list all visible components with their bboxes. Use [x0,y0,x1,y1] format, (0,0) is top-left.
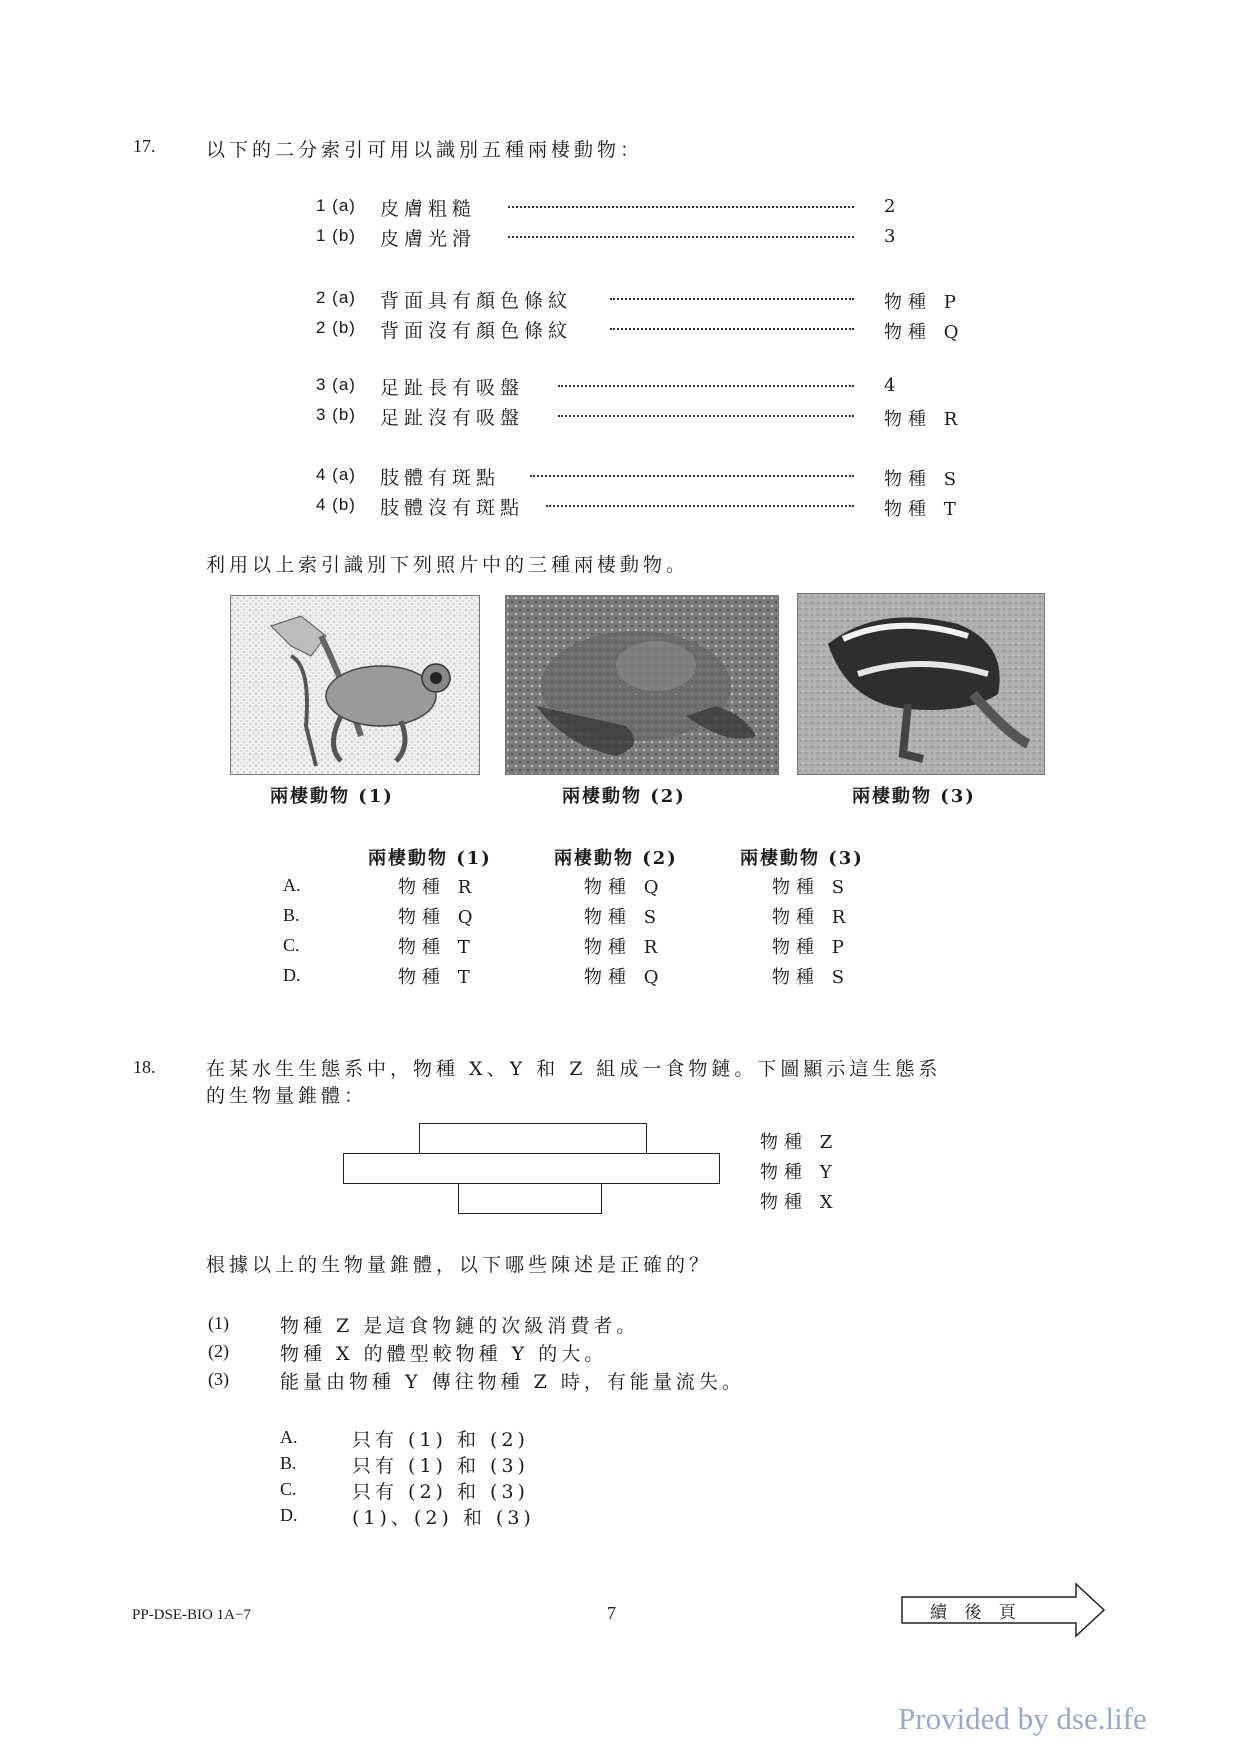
page-number: 7 [607,1603,616,1623]
option-cell: 物種 R [398,877,478,898]
pyramid-bar-z [419,1123,647,1154]
key-result: 物種 R [884,409,964,430]
key-description: 皮膚粗糙 [380,198,477,220]
key-code: 2 (a) [316,288,356,307]
key-description: 肢體有斑點 [380,467,501,489]
leader-line [558,415,854,417]
option-cell: 物種 S [772,967,851,988]
pyramid-label-z: 物種 Z [760,1132,839,1153]
key-result: 物種 P [884,292,962,313]
leader-line [546,505,854,507]
pyramid-bar-y [343,1153,720,1184]
key-code: 2 (b) [316,318,356,337]
key-description: 肢體沒有斑點 [380,497,525,519]
option-cell: 物種 T [398,967,476,988]
q17-instruction: 利用以上索引識別下列照片中的三種兩棲動物。 [206,554,690,576]
q18-number: 18. [133,1057,156,1077]
leader-line [508,206,854,208]
striped-frog-photo-icon [798,594,1044,774]
leader-line [610,328,854,330]
key-description: 背面具有顏色條紋 [380,290,573,312]
q18-stem-line1: 在某水生生態系中，物種 X、Y 和 Z 組成一食物鏈。下圖顯示這生態系 [206,1058,942,1080]
option-label: B. [280,1453,297,1473]
statement-label: (1) [208,1313,229,1333]
option-text: 只有 (2) 和 (3) [352,1481,529,1503]
amphibian-2-photo [505,595,779,775]
frog-photo-icon [231,596,479,774]
option-cell: 物種 Q [584,877,665,898]
option-label: B. [283,905,300,925]
q17-number: 17. [133,136,156,156]
key-code: 4 (b) [316,495,356,514]
table-header: 兩棲動物 (1) [368,848,492,869]
pyramid-label-y: 物種 Y [760,1162,838,1183]
q17-stem: 以下的二分索引可用以識別五種兩棲動物： [206,139,644,161]
key-result: 物種 T [884,499,962,520]
key-code: 1 (b) [316,226,356,245]
option-label: A. [283,875,301,895]
option-cell: 物種 R [772,907,852,928]
photo-caption-3: 兩棲動物 (3) [852,786,976,807]
amphibian-1-photo [230,595,480,775]
key-description: 足趾沒有吸盤 [380,407,525,429]
option-cell: 物種 S [584,907,663,928]
option-text: (1)、(2) 和 (3) [352,1507,535,1529]
continue-arrow [900,1582,1106,1638]
option-cell: 物種 T [398,937,476,958]
statement-label: (2) [208,1341,229,1361]
key-description: 背面沒有顏色條紋 [380,320,573,342]
key-result: 3 [884,226,902,247]
leader-line [508,236,854,238]
option-label: D. [283,965,301,985]
option-cell: 物種 R [584,937,664,958]
option-cell: 物種 S [772,877,851,898]
table-header: 兩棲動物 (3) [740,848,864,869]
q18-stem-line2: 的生物量錐體： [206,1085,368,1107]
statement-text: 物種 X 的體型較物種 Y 的大。 [280,1343,608,1365]
option-label: C. [283,935,300,955]
option-text: 只有 (1) 和 (3) [352,1455,529,1477]
key-result: 物種 S [884,469,963,490]
photo-caption-1: 兩棲動物 (1) [270,786,394,807]
amphibian-3-photo [797,593,1045,775]
option-label: D. [280,1505,298,1525]
photo-caption-2: 兩棲動物 (2) [562,786,686,807]
option-label: A. [280,1427,298,1447]
table-header: 兩棲動物 (2) [554,848,678,869]
option-cell: 物種 Q [398,907,479,928]
toad-photo-icon [506,596,778,774]
statement-label: (3) [208,1369,229,1389]
pyramid-label-x: 物種 X [760,1192,839,1213]
continue-label: 續 後 頁 [930,1603,1022,1623]
key-code: 3 (b) [316,405,356,424]
option-cell: 物種 P [772,937,850,958]
pyramid-bar-x [458,1183,602,1214]
statement-text: 能量由物種 Y 傳往物種 Z 時，有能量流失。 [280,1371,745,1393]
leader-line [530,475,854,477]
key-result: 2 [884,196,902,217]
option-label: C. [280,1479,297,1499]
key-code: 4 (a) [316,465,356,484]
key-result: 物種 Q [884,322,965,343]
key-description: 足趾長有吸盤 [380,377,525,399]
option-text: 只有 (1) 和 (2) [352,1429,529,1451]
watermark: Provided by dse.life [898,1701,1147,1736]
leader-line [558,385,854,387]
key-code: 1 (a) [316,196,356,215]
option-cell: 物種 Q [584,967,665,988]
statement-text: 物種 Z 是這食物鏈的次級消費者。 [280,1315,640,1337]
key-description: 皮膚光滑 [380,228,477,250]
paper-code: PP-DSE-BIO 1A−7 [132,1607,251,1623]
leader-line [610,298,854,300]
q18-question: 根據以上的生物量錐體，以下哪些陳述是正確的？ [206,1254,713,1276]
key-result: 4 [884,375,902,396]
key-code: 3 (a) [316,375,356,394]
